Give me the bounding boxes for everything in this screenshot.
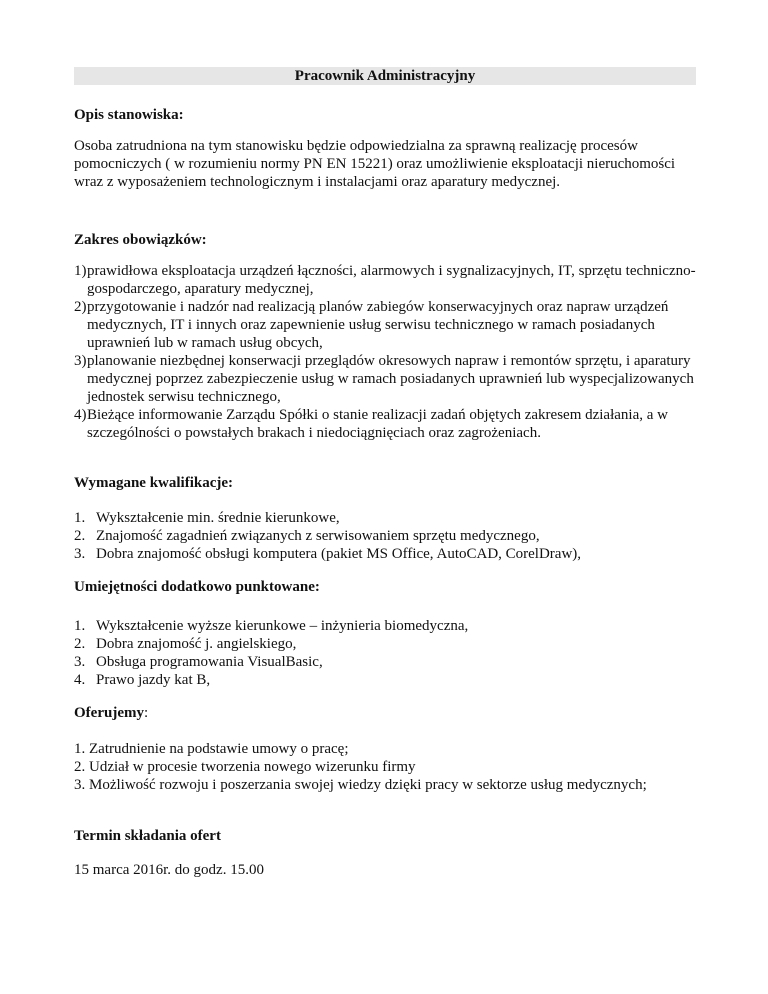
list-item xyxy=(74,671,696,689)
section-heading: Opis stanowiska: xyxy=(74,107,184,123)
section-zakres-list xyxy=(74,262,696,442)
offer-line: 2. Udział w procesie tworzenia nowego wizerunku firmy xyxy=(74,759,416,775)
list-item xyxy=(74,352,696,406)
list-text: Prawo jazdy kat B, xyxy=(96,672,211,688)
list-item xyxy=(74,545,696,563)
section-oferujemy xyxy=(74,704,696,722)
list-text: prawidłowa eksploatacja urządzeń łączności, alarmowych i sygnalizacyjnych, IT, sprzętu techniczno-gospodarczego, aparatury medycznej, xyxy=(87,263,696,297)
list-item xyxy=(74,509,696,527)
list-text: Wykształcenie wyższe kierunkowe – inżynieria biomedyczna, xyxy=(96,618,469,634)
section-opis xyxy=(74,106,696,124)
list-text: Bieżące informowanie Zarządu Spółki o stanie realizacji zadań objętych zakresem działania, a w szczególności o powstałych brakach i niedociągnięciach oraz zagrożeniach. xyxy=(87,407,668,441)
list-number: 1. xyxy=(74,510,86,526)
section-umiejetnosci xyxy=(74,578,696,596)
section-termin xyxy=(74,827,696,845)
list-number: 2. xyxy=(74,636,86,652)
list-item xyxy=(74,262,696,298)
section-kwalifikacje-list xyxy=(74,509,696,563)
section-heading: Umiejętności dodatkowo punktowane: xyxy=(74,579,320,595)
list-text: planowanie niezbędnej konserwacji przeglądów okresowych napraw i remontów sprzętu, i aparatury medycznej poprzez zabezpieczenie usług w ramach posiadanych uprawnień lub wyspecjalizowanych jednostek serwisu technicznego, xyxy=(87,353,694,405)
extra-skills-list xyxy=(74,617,696,689)
section-termin-body xyxy=(74,861,696,879)
offer-line: 3. Możliwość rozwoju i poszerzania swojej wiedzy dzięki pracy w sektorze usług medycznych; xyxy=(74,777,647,793)
list-text: Obsługa programowania VisualBasic, xyxy=(96,654,323,670)
section-heading: Wymagane kwalifikacje: xyxy=(74,475,234,491)
section-heading: Termin składania ofert xyxy=(74,828,221,844)
list-item xyxy=(74,635,696,653)
section-zakres xyxy=(74,231,696,249)
paragraph: Osoba zatrudniona na tym stanowisku będzie odpowiedzialna za sprawną realizację procesów pomocniczych ( w rozumieniu normy PN EN 15221) oraz umożliwienie eksploatacji nieruchomości wraz z wyposażeniem technologicznym i instalacjami oraz aparatury medycznej. xyxy=(74,138,676,190)
list-item xyxy=(74,527,696,545)
list-number: 1. xyxy=(74,618,86,634)
list-number: 3. xyxy=(74,654,86,670)
document-title: Pracownik Administracyjny xyxy=(74,67,696,85)
list-number: 4) xyxy=(74,407,87,423)
heading-colon: : xyxy=(143,705,149,721)
section-oferujemy-body xyxy=(74,740,696,794)
list-item xyxy=(74,653,696,671)
list-number: 1) xyxy=(74,263,87,279)
list-text: Wykształcenie min. średnie kierunkowe, xyxy=(96,510,340,526)
list-item xyxy=(74,298,696,352)
list-number: 2. xyxy=(74,528,86,544)
list-item xyxy=(74,406,696,442)
list-number: 4. xyxy=(74,672,86,688)
section-heading-line xyxy=(74,704,696,722)
duties-list xyxy=(74,262,696,442)
section-umiejetnosci-list xyxy=(74,617,696,689)
list-text: przygotowanie i nadzór nad realizacją planów zabiegów konserwacyjnych oraz napraw urządzeń medycznych, IT i innych oraz zapewnienie usług serwisu technicznego w ramach posiadanych uprawnień lub w ramach usług obcych, xyxy=(87,299,669,351)
section-heading: Zakres obowiązków: xyxy=(74,232,207,248)
list-text: Dobra znajomość j. angielskiego, xyxy=(96,636,297,652)
qualifications-list xyxy=(74,509,696,563)
section-kwalifikacje xyxy=(74,474,696,492)
list-item xyxy=(74,617,696,635)
section-opis-body xyxy=(74,137,696,191)
offer-line: 1. Zatrudnienie na podstawie umowy o pracę; xyxy=(74,741,349,757)
list-text: Znajomość zagadnień związanych z serwisowaniem sprzętu medycznego, xyxy=(96,528,540,544)
section-heading: Oferujemy xyxy=(74,705,144,721)
list-number: 3) xyxy=(74,353,87,369)
list-number: 2) xyxy=(74,299,87,315)
deadline-text: 15 marca 2016r. do godz. 15.00 xyxy=(74,862,264,878)
list-number: 3. xyxy=(74,546,86,562)
list-text: Dobra znajomość obsługi komputera (pakiet MS Office, AutoCAD, CorelDraw), xyxy=(96,546,582,562)
